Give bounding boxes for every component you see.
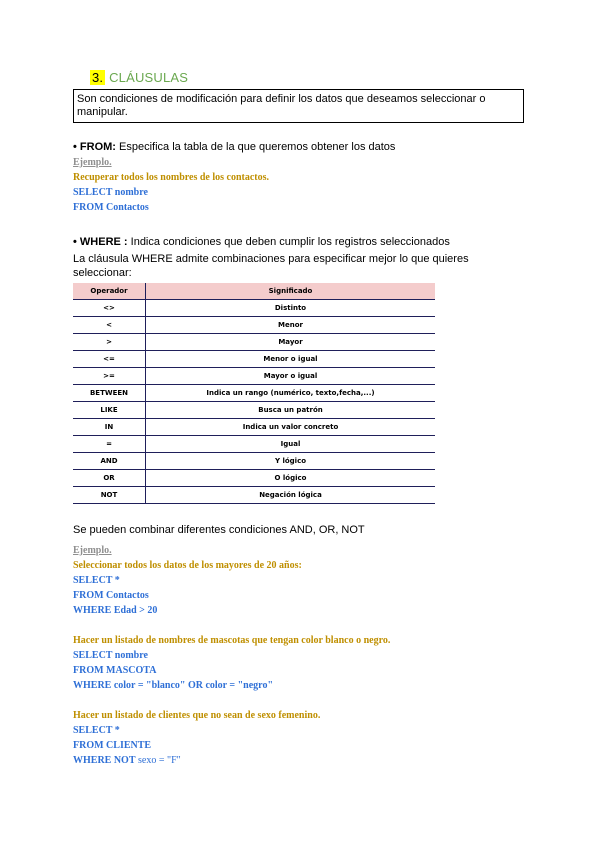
example2-code-line-1: SELECT nombre — [73, 650, 148, 661]
table-row — [73, 436, 435, 453]
from-description: Especifica la tabla de la que queremos obtener los datos — [119, 141, 396, 153]
example2-code-line-3: WHERE color = "blanco" OR color = "negro" — [73, 680, 273, 691]
table-header-row — [73, 283, 435, 300]
table-row — [73, 419, 435, 436]
section-heading — [90, 70, 188, 85]
example2-title: Hacer un listado de nombres de mascotas que tengan color blanco o negro. — [73, 635, 391, 646]
example3-title: Hacer un listado de clientes que no sean de sexo femenino. — [73, 710, 321, 721]
operator-cell: <> — [73, 300, 146, 317]
table-row — [73, 453, 435, 470]
where-line — [73, 235, 450, 249]
meaning-cell: Busca un patrón — [146, 402, 436, 419]
example1-code-line-2: FROM Contactos — [73, 590, 149, 601]
header-operator: Operador — [73, 283, 146, 300]
meaning-cell: Mayor — [146, 334, 436, 351]
where-description: Indica condiciones que deben cumplir los registros seleccionados — [130, 236, 450, 248]
from-line — [73, 140, 395, 154]
operator-cell: = — [73, 436, 146, 453]
example1-code-line-3: WHERE Edad > 20 — [73, 605, 158, 616]
table-row — [73, 368, 435, 385]
table-row — [73, 317, 435, 334]
operator-cell: < — [73, 317, 146, 334]
example3-code-line-3 — [73, 753, 181, 768]
table-row — [73, 402, 435, 419]
operator-cell: LIKE — [73, 402, 146, 419]
examples-label: Ejemplo. — [73, 545, 112, 556]
where-intro: La cláusula WHERE admite combinaciones para especificar mejor lo que quieres seleccionar: — [73, 253, 469, 279]
example3-code-line-1: SELECT * — [73, 725, 120, 736]
operator-cell: AND — [73, 453, 146, 470]
table-row — [73, 334, 435, 351]
section-number: 3. — [92, 70, 104, 85]
meaning-cell: Indica un rango (numérico, texto,fecha,...) — [146, 385, 436, 402]
table-row — [73, 385, 435, 402]
meaning-cell: Igual — [146, 436, 436, 453]
definition-box: Son condiciones de modificación para definir los datos que deseamos seleccionar o manipular. — [73, 89, 524, 123]
meaning-cell: Negación lógica — [146, 487, 436, 504]
section-title: CLÁUSULAS — [109, 70, 189, 85]
operator-cell: NOT — [73, 487, 146, 504]
header-meaning: Significado — [146, 283, 436, 300]
where-not-condition: sexo = "F" — [135, 755, 181, 766]
table-row — [73, 300, 435, 317]
meaning-cell: Indica un valor concreto — [146, 419, 436, 436]
where-not-keyword: WHERE NOT — [73, 755, 136, 766]
combine-text: Se pueden combinar diferentes condiciones AND, OR, NOT — [73, 524, 365, 536]
table-row — [73, 470, 435, 487]
meaning-cell: O lógico — [146, 470, 436, 487]
meaning-cell: Menor — [146, 317, 436, 334]
operator-cell: <= — [73, 351, 146, 368]
table-row — [73, 351, 435, 368]
example1-title: Seleccionar todos los datos de los mayores de 20 años: — [73, 560, 302, 571]
operator-cell: > — [73, 334, 146, 351]
operator-cell: IN — [73, 419, 146, 436]
where-keyword: • WHERE : — [73, 236, 128, 248]
meaning-cell: Distinto — [146, 300, 436, 317]
table-row — [73, 487, 435, 504]
meaning-cell: Menor o igual — [146, 351, 436, 368]
meaning-cell: Mayor o igual — [146, 368, 436, 385]
operator-cell: OR — [73, 470, 146, 487]
example2-code-line-2: FROM MASCOTA — [73, 665, 157, 676]
operators-table — [73, 283, 435, 504]
from-example-title: Recuperar todos los nombres de los contactos. — [73, 172, 270, 183]
meaning-cell: Y lógico — [146, 453, 436, 470]
operator-cell: BETWEEN — [73, 385, 146, 402]
operator-cell: >= — [73, 368, 146, 385]
from-code-line-2: FROM Contactos — [73, 202, 149, 213]
from-code-line-1: SELECT nombre — [73, 187, 148, 198]
example3-code-line-2: FROM CLIENTE — [73, 740, 152, 751]
from-example-label: Ejemplo. — [73, 157, 112, 168]
from-keyword: • FROM: — [73, 141, 116, 153]
example1-code-line-1: SELECT * — [73, 575, 120, 586]
